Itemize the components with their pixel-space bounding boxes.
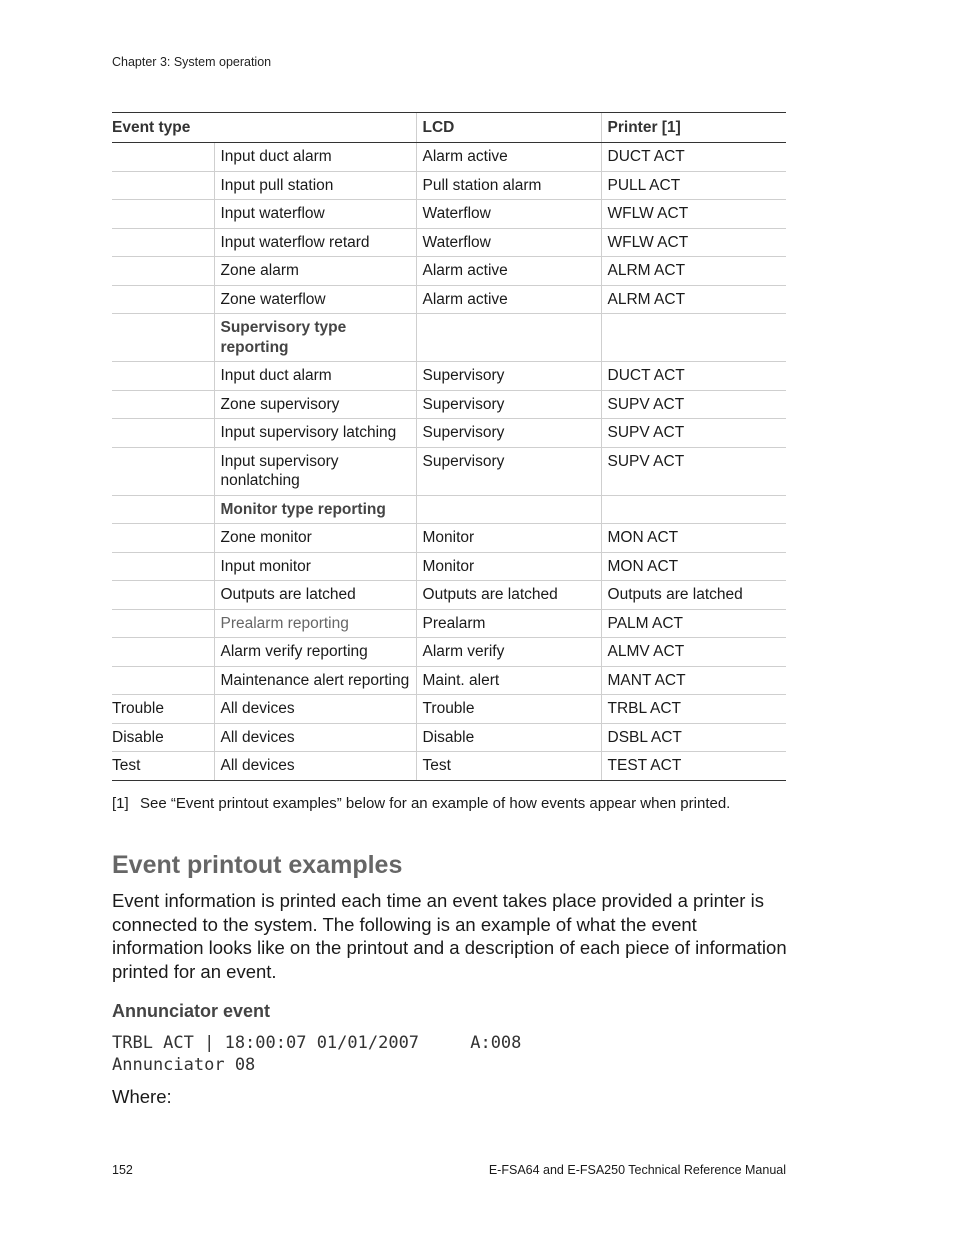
event-type-cell	[112, 171, 214, 200]
printer-cell: TRBL ACT	[601, 695, 786, 724]
table-row	[112, 362, 786, 391]
table-row	[112, 666, 786, 695]
event-source-cell: Zone waterflow	[214, 285, 416, 314]
event-type-cell	[112, 495, 214, 524]
printer-cell: SUPV ACT	[601, 390, 786, 419]
lcd-cell: Test	[416, 752, 601, 781]
event-source-cell: Input monitor	[214, 552, 416, 581]
lcd-cell: Disable	[416, 723, 601, 752]
lcd-cell: Waterflow	[416, 200, 601, 229]
event-source-cell: Alarm verify reporting	[214, 638, 416, 667]
printer-cell	[601, 495, 786, 524]
lcd-cell: Alarm verify	[416, 638, 601, 667]
table-row	[112, 314, 786, 362]
printer-cell: TEST ACT	[601, 752, 786, 781]
event-type-cell	[112, 257, 214, 286]
printer-cell: MON ACT	[601, 524, 786, 553]
table-row	[112, 723, 786, 752]
event-source-cell: Zone monitor	[214, 524, 416, 553]
table-row	[112, 228, 786, 257]
event-source-cell: Maintenance alert reporting	[214, 666, 416, 695]
subsection-title: Annunciator event	[112, 1001, 271, 1021]
table-row	[112, 695, 786, 724]
printer-cell: SUPV ACT	[601, 447, 786, 495]
printer-cell: Outputs are latched	[601, 581, 786, 610]
event-type-cell	[112, 552, 214, 581]
event-type-cell	[112, 143, 214, 172]
printout-line-1: TRBL ACT | 18:00:07 01/01/2007 A:008	[112, 1033, 522, 1053]
event-type-cell	[112, 314, 214, 362]
table-row	[112, 609, 786, 638]
event-type-cell	[112, 524, 214, 553]
event-source-cell: Monitor type reporting	[214, 495, 416, 524]
event-source-cell: Input pull station	[214, 171, 416, 200]
lcd-cell: Supervisory	[416, 390, 601, 419]
lcd-cell: Alarm active	[416, 285, 601, 314]
footnote	[112, 795, 730, 812]
table-row	[112, 419, 786, 448]
table-row	[112, 257, 786, 286]
printer-cell: ALRM ACT	[601, 285, 786, 314]
lcd-cell	[416, 495, 601, 524]
event-source-cell: Input supervisory nonlatching	[214, 447, 416, 495]
manual-title: E-FSA64 and E-FSA250 Technical Reference Manual	[488, 1163, 786, 1177]
event-type-cell	[112, 390, 214, 419]
event-type-cell	[112, 419, 214, 448]
event-type-cell: Test	[112, 752, 214, 781]
event-source-cell: Prealarm reporting	[214, 609, 416, 638]
lcd-cell: Waterflow	[416, 228, 601, 257]
printout-example	[112, 1033, 521, 1076]
lcd-cell: Supervisory	[416, 419, 601, 448]
table-body	[112, 143, 786, 781]
event-source-cell: Input waterflow	[214, 200, 416, 229]
event-source-cell: Input waterflow retard	[214, 228, 416, 257]
table-row	[112, 171, 786, 200]
table-row	[112, 200, 786, 229]
chapter-header: Chapter 3: System operation	[112, 55, 272, 69]
table-row	[112, 752, 786, 781]
event-source-cell: Zone alarm	[214, 257, 416, 286]
header-event-type: Event type	[112, 113, 416, 143]
table-row	[112, 285, 786, 314]
event-source-cell: All devices	[214, 752, 416, 781]
event-type-cell	[112, 581, 214, 610]
printer-cell: SUPV ACT	[601, 419, 786, 448]
table-row	[112, 495, 786, 524]
printer-cell: MON ACT	[601, 552, 786, 581]
lcd-cell: Monitor	[416, 552, 601, 581]
printer-cell: ALRM ACT	[601, 257, 786, 286]
printer-cell: ALMV ACT	[601, 638, 786, 667]
lcd-cell: Supervisory	[416, 447, 601, 495]
table-row	[112, 447, 786, 495]
event-type-cell: Trouble	[112, 695, 214, 724]
event-type-table	[112, 112, 786, 781]
event-type-cell	[112, 447, 214, 495]
event-source-cell: All devices	[214, 695, 416, 724]
event-source-cell: Supervisory type reporting	[214, 314, 416, 362]
table-row	[112, 581, 786, 610]
footnote-marker: [1]	[112, 795, 129, 812]
lcd-cell: Supervisory	[416, 362, 601, 391]
lcd-cell: Outputs are latched	[416, 581, 601, 610]
section-body: Event information is printed each time an event takes place provided a printer is connected to the system. The following is an example of what the event information looks like on the printout and a description of each piece of information printed for an event.	[112, 890, 787, 982]
event-type-cell	[112, 200, 214, 229]
printer-cell: DUCT ACT	[601, 362, 786, 391]
event-source-cell: Outputs are latched	[214, 581, 416, 610]
printer-cell	[601, 314, 786, 362]
lcd-cell: Alarm active	[416, 143, 601, 172]
table-row	[112, 143, 786, 172]
event-type-cell	[112, 285, 214, 314]
printer-cell: DUCT ACT	[601, 143, 786, 172]
header-printer: Printer [1]	[601, 113, 786, 143]
event-type-cell	[112, 638, 214, 667]
printer-cell: MANT ACT	[601, 666, 786, 695]
lcd-cell: Monitor	[416, 524, 601, 553]
lcd-cell: Maint. alert	[416, 666, 601, 695]
lcd-cell: Trouble	[416, 695, 601, 724]
printer-cell: WFLW ACT	[601, 228, 786, 257]
table-row	[112, 638, 786, 667]
table-row	[112, 552, 786, 581]
event-type-cell	[112, 609, 214, 638]
event-source-cell: Zone supervisory	[214, 390, 416, 419]
event-type-cell	[112, 666, 214, 695]
printout-line-2: Annunciator 08	[112, 1054, 256, 1075]
event-source-cell: Input supervisory latching	[214, 419, 416, 448]
where-label: Where:	[112, 1086, 172, 1107]
event-type-cell	[112, 362, 214, 391]
lcd-cell: Alarm active	[416, 257, 601, 286]
footnote-text: See “Event printout examples” below for an example of how events appear when printed.	[140, 795, 731, 812]
lcd-cell: Pull station alarm	[416, 171, 601, 200]
lcd-cell: Prealarm	[416, 609, 601, 638]
event-source-cell: Input duct alarm	[214, 362, 416, 391]
printer-cell: PALM ACT	[601, 609, 786, 638]
event-source-cell: Input duct alarm	[214, 143, 416, 172]
printer-cell: WFLW ACT	[601, 200, 786, 229]
page-number: 152	[112, 1163, 133, 1177]
printer-cell: DSBL ACT	[601, 723, 786, 752]
lcd-cell	[416, 314, 601, 362]
event-type-cell	[112, 228, 214, 257]
table-row	[112, 390, 786, 419]
event-source-cell: All devices	[214, 723, 416, 752]
section-title: Event printout examples	[112, 851, 403, 879]
event-type-cell: Disable	[112, 723, 214, 752]
printer-cell: PULL ACT	[601, 171, 786, 200]
header-lcd: LCD	[416, 113, 601, 143]
table-row	[112, 524, 786, 553]
table-header-row	[112, 113, 786, 143]
